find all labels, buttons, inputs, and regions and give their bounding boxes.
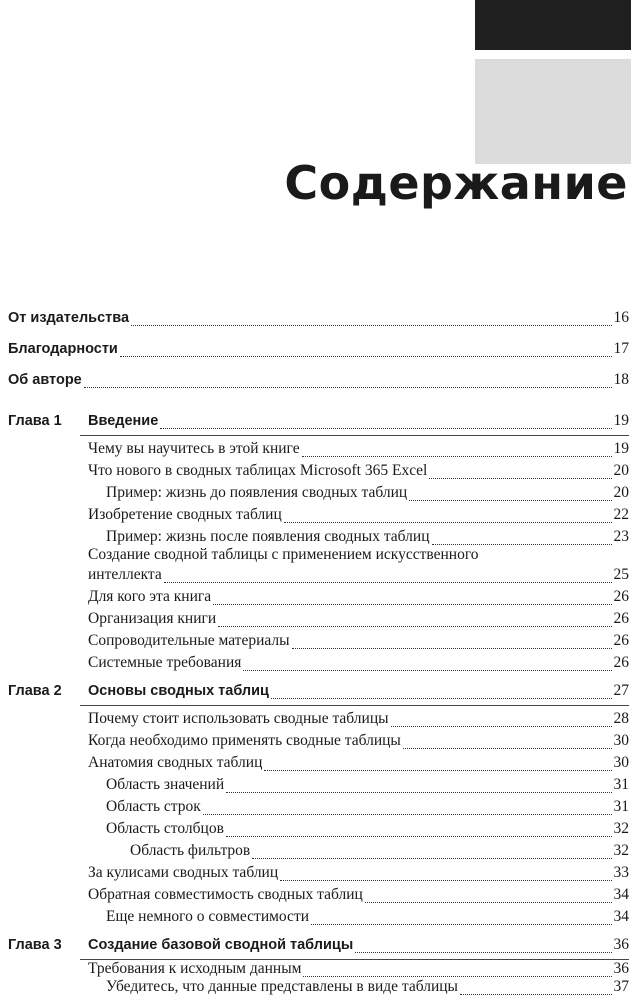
toc-chapter-1[interactable] (8, 412, 629, 434)
toc-entry-text: Еще немного о совместимости (106, 908, 310, 925)
toc-front-item[interactable] (8, 340, 629, 362)
toc-page-number: 30 (613, 754, 629, 771)
toc-entry-text: Изобретение сводных таблиц (88, 506, 282, 523)
toc-entry-text: Анатомия сводных таблиц (88, 754, 263, 771)
toc-item[interactable] (88, 506, 629, 528)
leader-dots (213, 604, 611, 605)
leader-dots (120, 356, 612, 357)
toc-item[interactable] (88, 864, 629, 886)
leader-dots (226, 836, 612, 837)
toc-entry-text: Благодарности (8, 341, 118, 357)
toc-entry-text: Для кого эта книга (88, 588, 212, 605)
toc-item[interactable] (106, 908, 629, 930)
toc-page-number: 36 (613, 960, 629, 977)
chapter-rule (80, 705, 629, 706)
toc-item[interactable] (88, 632, 629, 654)
toc-page-number: 20 (613, 462, 629, 479)
leader-dots (131, 325, 611, 326)
toc-entry-text: Организация книги (88, 610, 217, 627)
toc-page-number: 33 (613, 864, 629, 881)
toc-front-item[interactable] (8, 309, 629, 331)
toc-item[interactable] (88, 654, 629, 676)
leader-dots (409, 500, 611, 501)
toc-page-number: 26 (613, 588, 629, 605)
leader-dots (429, 478, 611, 479)
chapter-title: Создание базовой сводной таблицы (88, 937, 354, 953)
toc-page-number: 16 (613, 309, 629, 326)
toc-entry-text: Почему стоит использовать сводные таблицы (88, 710, 389, 727)
toc-page-number: 37 (613, 978, 629, 995)
toc-chapter-3[interactable] (8, 936, 629, 958)
leader-dots (164, 582, 612, 583)
leader-dots (302, 456, 612, 457)
toc-entry-text: Область строк (106, 798, 201, 815)
leader-dots (226, 792, 611, 793)
toc-item[interactable] (88, 754, 629, 776)
toc-page-number: 36 (613, 936, 629, 953)
toc-page-number: 31 (613, 798, 629, 815)
toc-page-number: 26 (613, 610, 629, 627)
toc-entry-text: Сопроводительные материалы (88, 632, 290, 649)
leader-dots (271, 698, 612, 699)
toc-entry-text: Область столбцов (106, 820, 224, 837)
toc-entry-text: Область значений (106, 776, 225, 793)
toc-page-number: 22 (613, 506, 629, 523)
chapter-rule (80, 435, 629, 436)
toc-page-number: 20 (613, 484, 629, 501)
toc-page-number: 34 (613, 886, 629, 903)
toc-entry-text: Что нового в сводных таблицах Microsoft 365 Excel (88, 462, 428, 479)
toc-page-number: 23 (613, 528, 629, 545)
toc-entry-text: Убедитесь, что данные представлены в виде таблицы (106, 978, 458, 995)
leader-dots (264, 770, 611, 771)
toc-entry-text: Область фильтров (130, 842, 251, 859)
chapter-label: Глава 2 (8, 683, 62, 699)
chapter-title: Введение (88, 413, 159, 429)
toc-item[interactable] (106, 484, 629, 506)
toc-page-number: 27 (613, 682, 629, 699)
toc-item[interactable] (106, 978, 629, 1000)
leader-dots (218, 626, 611, 627)
page-title: Содержание (284, 156, 628, 210)
toc-entry-text: Когда необходимо применять сводные таблицы (88, 732, 401, 749)
toc-entry-text[interactable]: Создание сводной таблицы с применением искусственного (88, 546, 479, 563)
leader-dots (84, 387, 612, 388)
leader-dots (160, 428, 611, 429)
leader-dots (252, 858, 611, 859)
toc-page-number: 30 (613, 732, 629, 749)
toc-page-number: 25 (613, 566, 629, 583)
chapter-title: Основы сводных таблиц (88, 683, 269, 699)
toc-item[interactable] (106, 798, 629, 820)
leader-dots (284, 522, 612, 523)
leader-dots (203, 814, 612, 815)
toc-entry-text: От издательства (8, 310, 130, 326)
toc-item[interactable] (88, 710, 629, 732)
toc-page-number: 34 (613, 908, 629, 925)
toc-page-number: 18 (613, 371, 629, 388)
toc-entry-text: Системные требования (88, 654, 242, 671)
toc-page-number: 28 (613, 710, 629, 727)
toc-item[interactable] (106, 820, 629, 842)
toc-entry-text: Чему вы научитесь в этой книге (88, 440, 300, 457)
toc-page-number: 17 (613, 340, 629, 357)
leader-dots (292, 648, 612, 649)
toc-item[interactable] (88, 732, 629, 754)
toc-item[interactable] (130, 842, 629, 864)
leader-dots (403, 748, 612, 749)
toc-entry-text: Пример: жизнь до появления сводных таблиц (106, 484, 408, 501)
toc-entry-text: Требования к исходным данным (88, 960, 302, 977)
toc-page-number: 32 (613, 820, 629, 837)
toc-item[interactable] (106, 776, 629, 798)
leader-dots (432, 544, 612, 545)
chapter-label: Глава 1 (8, 413, 62, 429)
leader-dots (355, 952, 611, 953)
leader-dots (280, 880, 611, 881)
toc-item[interactable] (88, 588, 629, 610)
toc-entry-text: Обратная совместимость сводных таблиц (88, 886, 363, 903)
toc-entry-text: Пример: жизнь после появления сводных таблиц (106, 528, 430, 545)
leader-dots (311, 924, 611, 925)
chapter-label: Глава 3 (8, 937, 62, 953)
toc-item[interactable] (88, 610, 629, 632)
leader-dots (460, 994, 612, 995)
leader-dots (365, 902, 612, 903)
toc-item[interactable] (88, 566, 629, 588)
toc-page-number: 26 (613, 654, 629, 671)
toc-front-item[interactable] (8, 371, 629, 393)
toc-entry-text: За кулисами сводных таблиц (88, 864, 279, 881)
toc-entry-text: Об авторе (8, 372, 82, 388)
toc-item[interactable] (88, 440, 629, 462)
toc-item[interactable] (88, 462, 629, 484)
leader-dots (243, 670, 611, 671)
toc-page-number: 31 (613, 776, 629, 793)
toc-item[interactable] (88, 886, 629, 908)
leader-dots (391, 726, 612, 727)
toc-chapter-2[interactable] (8, 682, 629, 704)
toc-page-number: 19 (613, 440, 629, 457)
toc-page-number: 32 (613, 842, 629, 859)
toc-page-number: 26 (613, 632, 629, 649)
leader-dots (303, 976, 611, 977)
toc-page-number: 19 (613, 412, 629, 429)
toc-entry-text-continued: интеллекта (88, 566, 162, 583)
